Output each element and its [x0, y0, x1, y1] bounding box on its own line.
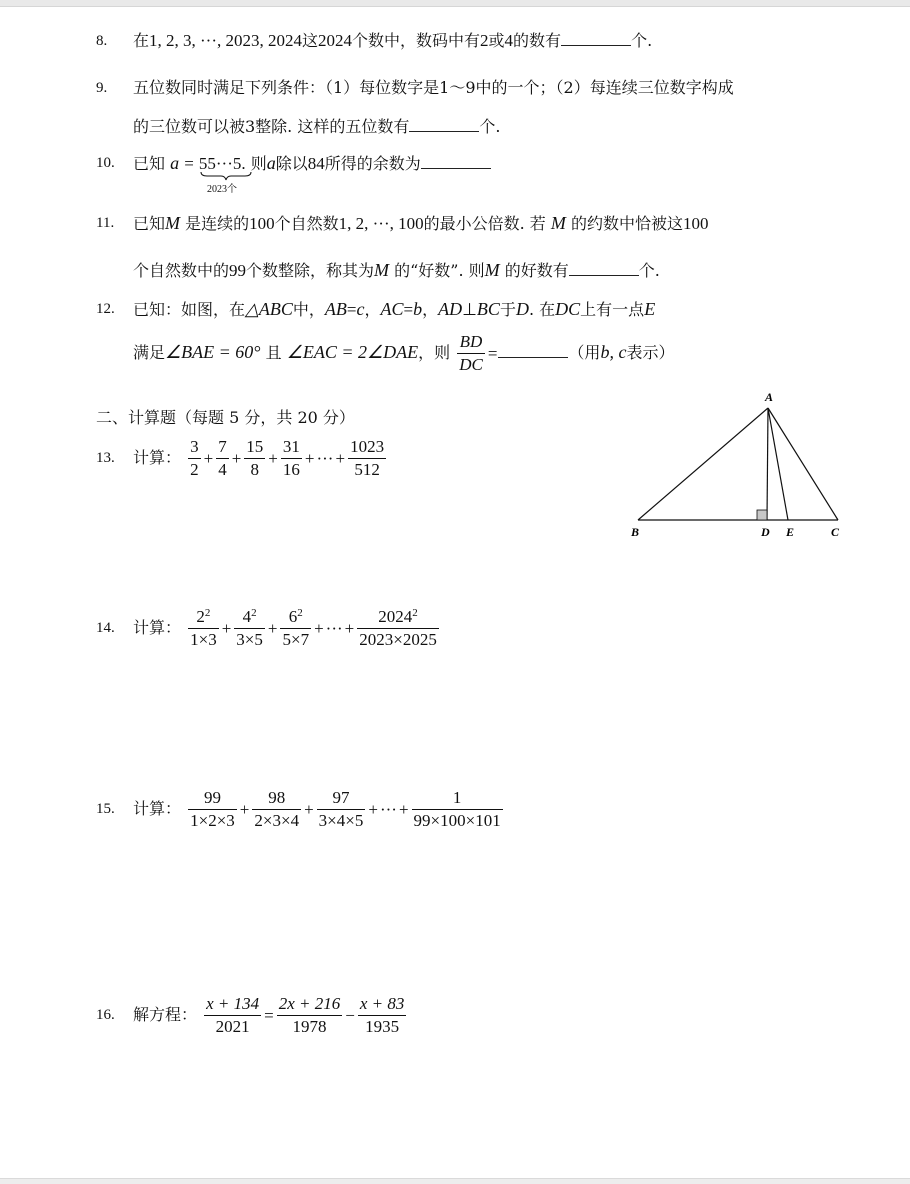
- label-c: C: [831, 525, 840, 539]
- question-text: 五位数同时满足下列条件：（1）每位数字是1～9中的一个；（2）每连续三位数字构成: [133, 78, 734, 97]
- fraction: $\frac{2x + 216}{1978}$: [278, 994, 341, 1036]
- text: 个.: [479, 117, 501, 136]
- equals: =: [346, 300, 357, 319]
- sequence: 1, 2, 3, ···, 2023, 2024: [149, 31, 302, 50]
- text: 或: [488, 31, 505, 50]
- fraction: $\frac{4^2}{3\times 5}$: [236, 607, 263, 649]
- text: 满足: [133, 343, 166, 362]
- text: （用: [568, 343, 601, 362]
- segment: AB: [324, 299, 347, 319]
- text: 个.: [638, 261, 660, 280]
- text: 上有一点: [580, 300, 645, 319]
- fraction: $\frac{x + 134}{2021}$: [206, 994, 260, 1036]
- segment: AC: [380, 299, 404, 319]
- question-number: 9.: [96, 80, 108, 96]
- fraction: $\frac{BD}{DC}$: [459, 332, 483, 374]
- fraction: $\frac{97}{3\times 4\times 5}$: [318, 788, 364, 830]
- variable: M: [165, 213, 181, 233]
- text: 的“好数”. 则: [394, 261, 485, 280]
- angle: ∠EAC = 2∠DAE: [286, 342, 419, 362]
- text: ，: [422, 300, 439, 319]
- text: 已知: [133, 214, 166, 233]
- text: 的三位数可以被3整除. 这样的五位数有: [133, 117, 410, 136]
- question-number: 14.: [96, 620, 115, 636]
- text: .: [528, 300, 535, 319]
- answer-blank: [561, 31, 631, 46]
- text: 个自然数中的: [133, 261, 230, 280]
- fraction: $\frac{6^2}{5\times 7}$: [282, 607, 310, 649]
- equals: =: [403, 300, 414, 319]
- text: 的数有: [513, 31, 562, 50]
- text: 已知: [133, 154, 166, 173]
- fraction: $\frac{1}{99\times 100\times 101}$: [413, 788, 501, 830]
- segment-ad: [767, 408, 768, 520]
- question-number: 10.: [96, 155, 115, 171]
- answer-blank: [569, 261, 639, 276]
- fraction: $\frac{31}{16}$: [282, 437, 300, 479]
- equals: =: [184, 154, 194, 173]
- text: 中，: [292, 300, 325, 319]
- number: 84: [307, 154, 325, 173]
- label-e: E: [786, 525, 795, 539]
- angle: ∠BAE = 60°: [165, 342, 261, 362]
- variable: a: [170, 153, 180, 173]
- triangle: △ABC: [245, 299, 293, 319]
- text: 于: [499, 300, 516, 319]
- number: 100: [683, 214, 709, 233]
- question-number: 13.: [96, 450, 115, 466]
- point: E: [644, 299, 656, 319]
- section-title: 二、计算题（每题 5 分，共 20 分）: [96, 408, 355, 427]
- answer-blank: [498, 343, 568, 358]
- variable: M: [550, 213, 566, 233]
- answer-blank: [409, 117, 479, 132]
- fraction: $\frac{7}{4}$: [218, 437, 227, 479]
- fraction: $\frac{2024^2}{2023\times 2025}$: [359, 607, 437, 649]
- question-number: 15.: [96, 801, 115, 817]
- repeating-digits: 55···5: [198, 154, 242, 173]
- text: 计算：: [133, 799, 182, 818]
- text: 除以: [275, 154, 308, 173]
- text: 个.: [631, 31, 653, 50]
- variable: M: [484, 260, 500, 280]
- segment: AD: [438, 299, 463, 319]
- fraction: $\frac{99}{1\times 2\times 3}$: [190, 788, 235, 830]
- number: 2024: [318, 31, 353, 50]
- segment: BC: [476, 299, 500, 319]
- text: 个数中，数码中有: [352, 31, 481, 50]
- text: 已知：如图，在: [133, 300, 246, 319]
- text: 计算：: [133, 618, 182, 637]
- page-top-edge: [0, 0, 910, 7]
- segment: DC: [555, 299, 581, 319]
- label-d: D: [761, 525, 770, 539]
- label-b: B: [631, 525, 640, 539]
- point: D: [515, 299, 529, 319]
- question-number: 8.: [96, 33, 108, 49]
- question-number: 12.: [96, 301, 115, 317]
- text: 且: [265, 343, 282, 362]
- triangle-figure: [628, 388, 848, 546]
- text: 这: [302, 31, 319, 50]
- question-number: 16.: [96, 1007, 115, 1023]
- label-a: A: [765, 390, 774, 404]
- fraction: $\frac{3}{2}$: [190, 437, 199, 479]
- fraction: $\frac{1023}{512}$: [350, 437, 385, 479]
- text: 的好数有: [504, 261, 569, 280]
- page-bottom-edge: [0, 1178, 910, 1184]
- text: 解方程：: [133, 1005, 198, 1024]
- right-angle-mark: [757, 510, 767, 520]
- text: 在: [133, 31, 150, 50]
- text: 则: [250, 154, 267, 173]
- variable: M: [374, 260, 390, 280]
- fraction: $\frac{2^2}{1\times 3}$: [190, 607, 217, 649]
- text: 表示）: [626, 343, 675, 362]
- segment-ab: [638, 408, 768, 520]
- text: ，: [364, 300, 381, 319]
- fraction: $\frac{x + 83}{1935}$: [359, 994, 405, 1036]
- variable: c: [356, 299, 365, 319]
- number: 99: [229, 261, 247, 280]
- variable: a: [266, 153, 276, 173]
- perpendicular: ⊥: [462, 300, 477, 319]
- text: ，则: [418, 343, 451, 362]
- fraction: $\frac{98}{2\times 3\times 4}$: [254, 788, 300, 830]
- underbrace-label: 2023个: [207, 184, 237, 195]
- number: 2: [480, 31, 489, 50]
- text: 是连续的: [185, 214, 250, 233]
- number: 100: [249, 214, 275, 233]
- sequence: 1, 2, ···, 100: [338, 214, 424, 233]
- variables: b, c: [600, 342, 627, 362]
- text: 的最小公倍数. 若: [423, 214, 546, 233]
- text: 的约数中恰被这: [571, 214, 684, 233]
- fraction: $\frac{15}{8}$: [246, 437, 264, 479]
- question-number: 11.: [96, 215, 115, 231]
- text: 所得的余数为: [324, 154, 421, 173]
- variable: b: [413, 299, 423, 319]
- text: .: [241, 154, 246, 173]
- text: 个数整除，称其为: [246, 261, 375, 280]
- text: 个自然数: [274, 214, 339, 233]
- text: 计算：: [133, 448, 182, 467]
- number: 4: [504, 31, 514, 50]
- text: 在: [539, 300, 556, 319]
- answer-blank: [421, 154, 491, 169]
